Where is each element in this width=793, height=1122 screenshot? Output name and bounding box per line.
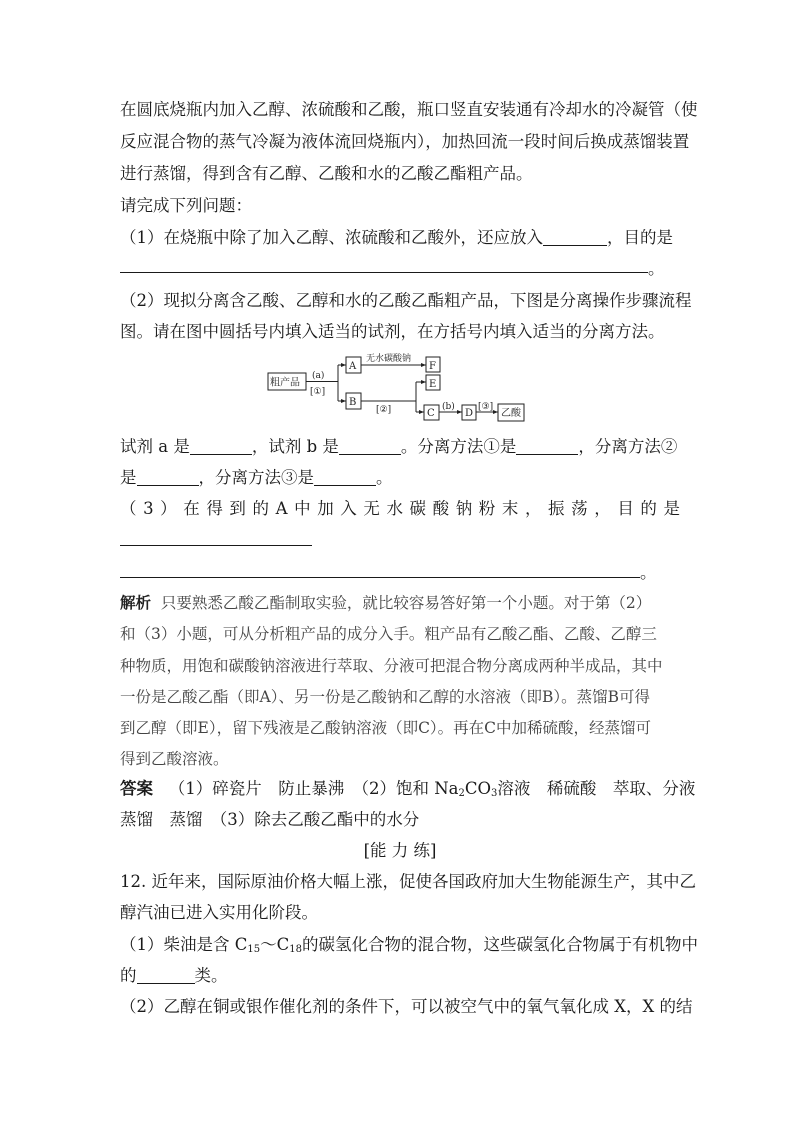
box-c-label: C bbox=[427, 408, 435, 419]
reagent-b-label: (b) bbox=[442, 402, 455, 412]
subscript: 18 bbox=[289, 944, 302, 955]
reagent-b-prompt: ，试剂 b 是 bbox=[251, 437, 339, 456]
question-12-line-2: 醇汽油已进入实用化阶段。 bbox=[120, 903, 318, 922]
question-3-end: 。 bbox=[640, 563, 657, 582]
q12-text: （1）柴油是含 C bbox=[120, 935, 248, 954]
q12-text: 的碳氢化合物的混合物，这些碳氢化合物属于有机物中 bbox=[301, 935, 698, 954]
question-1-text: （1）在烧瓶中除了加入乙醇、浓硫酸和乙酸外，还应放入 bbox=[120, 228, 543, 247]
box-e-label: E bbox=[429, 379, 437, 390]
answer-blank[interactable] bbox=[314, 469, 376, 486]
question-2-answers-line-2 bbox=[120, 467, 680, 489]
method-3-label: [③] bbox=[478, 402, 494, 412]
answer-line-1 bbox=[120, 778, 696, 805]
subscript: 15 bbox=[247, 944, 261, 955]
answer-label: 答案 bbox=[120, 779, 153, 798]
question-12-line-1: 12. 近年来，国际原油价格大幅上涨，促使各国政府加大生物能源生产，其中乙 bbox=[120, 872, 696, 891]
analysis-text: 只要熟悉乙酸乙酯制取实验，就比较容易答好第一个小题。对于第（2） bbox=[160, 594, 652, 612]
section-heading: [能 力 练] bbox=[363, 841, 437, 860]
reagent-a-prompt: 试剂 a 是 bbox=[120, 437, 190, 456]
answer-blank[interactable] bbox=[516, 438, 578, 455]
q12-text: 类。 bbox=[194, 966, 228, 985]
subscript: 2 bbox=[458, 788, 465, 799]
method-2-label: [②] bbox=[376, 405, 392, 415]
question-2-line-1: （2）现拟分离含乙酸、乙醇和水的乙酸乙酯粗产品，下图是分离操作步骤流程 bbox=[120, 291, 692, 310]
method-1-prompt: 。分离方法①是 bbox=[400, 437, 517, 456]
analysis-label: 解析 bbox=[120, 593, 152, 612]
answer-text: （1）碎瓷片 防止暴沸 （2）饱和 Na bbox=[168, 779, 459, 798]
question-3: （3）在得到的A中加入无水碳酸钠粉末，振荡，目的是 bbox=[120, 499, 680, 518]
method-2-prompt-cont: 是 bbox=[120, 468, 137, 487]
question-2-line-2: 图。请在图中圆括号内填入适当的试剂，在方括号内填入适当的分离方法。 bbox=[120, 322, 665, 341]
analysis-line-4: 一份是乙酸乙酯（即A）、另一份是乙酸钠和乙醇的水溶液（即B）。蒸馏B可得 bbox=[120, 688, 650, 706]
intro-line-1: 在圆底烧瓶内加入乙醇、浓硫酸和乙酸，瓶口竖直安装通有冷却水的冷凝管（使 bbox=[120, 100, 698, 119]
flow-diagram bbox=[262, 348, 552, 424]
box-b-label: B bbox=[349, 397, 357, 408]
answer-blank[interactable] bbox=[120, 577, 640, 578]
intro-line-2: 反应混合物的蒸气冷凝为液体流回烧瓶内），加热回流一段时间后换成蒸馏装置 bbox=[120, 132, 690, 151]
analysis-line-6: 得到乙酸溶液。 bbox=[120, 750, 229, 768]
instruction-line: 请完成下列问题： bbox=[120, 196, 252, 215]
answer-blank[interactable] bbox=[543, 229, 607, 246]
answer-blank[interactable] bbox=[190, 438, 252, 455]
answer-text: 溶液 稀硫酸 萃取、分液 bbox=[497, 779, 696, 798]
question-2-answers-line-1 bbox=[120, 436, 680, 458]
question-1-end: 。 bbox=[648, 259, 665, 278]
method-1-label: [①] bbox=[310, 387, 326, 397]
question-1-purpose: ，目的是 bbox=[607, 228, 673, 247]
method-2-prompt: ，分离方法② bbox=[578, 437, 678, 456]
box-a-label: A bbox=[349, 361, 357, 372]
acetic-acid-label: 乙酸 bbox=[501, 408, 521, 419]
crude-product-label: 粗产品 bbox=[270, 377, 300, 389]
box-f-label: F bbox=[429, 361, 436, 372]
q12-text: ～C bbox=[260, 935, 290, 954]
question-1 bbox=[120, 227, 680, 249]
question-12-part-1 bbox=[120, 934, 698, 961]
analysis-line-2: 和（3）小题，可从分析粗产品的成分入手。粗产品有乙酸乙酯、乙酸、乙醇三 bbox=[120, 625, 657, 643]
analysis-line-3: 种物质，用饱和碳酸钠溶液进行萃取、分液可把混合物分离成两种半成品，其中 bbox=[120, 657, 663, 675]
analysis-line-5: 到乙醇（即E），留下残液是乙酸钠溶液（即C）。再在C中加稀硫酸，经蒸馏可 bbox=[120, 719, 652, 737]
question-12-part-2: （2）乙醇在铜或银作催化剂的条件下，可以被空气中的氧气氧化成 X，X 的结 bbox=[120, 997, 693, 1016]
answer-blank[interactable] bbox=[339, 438, 401, 455]
anhydrous-carbonate-label: 无水碳酸钠 bbox=[366, 354, 412, 364]
answer-blank[interactable] bbox=[120, 272, 648, 273]
reagent-a-label: (a) bbox=[312, 371, 325, 381]
subscript: 3 bbox=[491, 788, 498, 799]
method-3-prompt: ，分离方法③是 bbox=[198, 468, 314, 487]
intro-line-3: 进行蒸馏，得到含有乙醇、乙酸和水的乙酸乙酯粗产品。 bbox=[120, 164, 533, 183]
analysis-line-1 bbox=[120, 592, 680, 614]
answer-line-2: 蒸馏 蒸馏 （3）除去乙酸乙酯中的水分 bbox=[120, 810, 420, 829]
answer-blank[interactable] bbox=[120, 545, 312, 546]
box-d-label: D bbox=[465, 408, 474, 419]
answer-text: CO bbox=[464, 779, 492, 798]
period: 。 bbox=[376, 468, 393, 487]
answer-blank[interactable] bbox=[137, 967, 195, 984]
question-12-part-1-cont bbox=[120, 965, 680, 987]
q12-text: 的 bbox=[120, 966, 137, 985]
answer-blank[interactable] bbox=[137, 469, 199, 486]
